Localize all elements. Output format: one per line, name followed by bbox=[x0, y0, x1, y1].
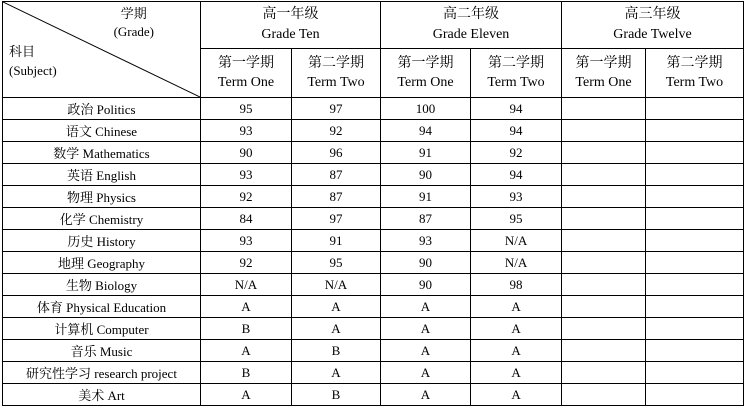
score-cell: A bbox=[201, 296, 292, 318]
subject-cell: 音乐 Music bbox=[3, 340, 201, 362]
score-cell: A bbox=[201, 340, 292, 362]
subject-cell: 化学 Chemistry bbox=[3, 208, 201, 230]
grade-twelve-header bbox=[562, 2, 744, 49]
corner-header-cell bbox=[3, 2, 201, 98]
subject-cell: 体育 Physical Education bbox=[3, 296, 201, 318]
score-cell: 94 bbox=[471, 164, 562, 186]
score-cell bbox=[562, 340, 646, 362]
score-cell: 95 bbox=[292, 252, 381, 274]
score-cell: 93 bbox=[201, 230, 292, 252]
term-label-cn: 学期 bbox=[120, 6, 147, 21]
score-cell: B bbox=[292, 340, 381, 362]
term-label-en: Term One bbox=[217, 75, 275, 90]
subject-label-cn: 科目 bbox=[9, 44, 36, 59]
grade-eleven-header bbox=[381, 2, 562, 49]
score-cell: A bbox=[292, 318, 381, 340]
score-cell: 93 bbox=[381, 230, 471, 252]
subject-label-en: (Subject) bbox=[9, 63, 57, 78]
score-cell bbox=[646, 384, 744, 406]
table-row bbox=[3, 296, 744, 318]
score-cell bbox=[562, 98, 646, 120]
score-cell bbox=[646, 274, 744, 296]
table-row bbox=[3, 98, 744, 120]
score-cell: A bbox=[292, 362, 381, 384]
term-axis-label bbox=[114, 5, 154, 41]
score-cell: 93 bbox=[471, 186, 562, 208]
score-cell bbox=[562, 164, 646, 186]
subject-axis-label bbox=[9, 42, 57, 80]
score-cell bbox=[646, 296, 744, 318]
score-cell: 100 bbox=[381, 98, 471, 120]
score-cell bbox=[646, 208, 744, 230]
score-cell bbox=[562, 296, 646, 318]
score-cell: 92 bbox=[471, 142, 562, 164]
term-header bbox=[646, 49, 744, 98]
score-cell: 91 bbox=[292, 230, 381, 252]
term-label-en: Term Two bbox=[487, 75, 545, 90]
subject-cell: 研究性学习 research project bbox=[3, 362, 201, 384]
grade-label-cn: 高二年级 bbox=[443, 7, 499, 22]
term-header bbox=[201, 49, 292, 98]
table-row bbox=[3, 340, 744, 362]
score-cell: 94 bbox=[471, 120, 562, 142]
subject-cell: 生物 Biology bbox=[3, 274, 201, 296]
table-row bbox=[3, 142, 744, 164]
score-cell bbox=[646, 164, 744, 186]
score-cell bbox=[646, 142, 744, 164]
score-cell: B bbox=[201, 362, 292, 384]
score-cell: A bbox=[471, 318, 562, 340]
score-cell bbox=[646, 98, 744, 120]
score-cell bbox=[646, 362, 744, 384]
score-cell: 84 bbox=[201, 208, 292, 230]
score-cell: A bbox=[471, 384, 562, 406]
score-cell: A bbox=[471, 296, 562, 318]
score-cell bbox=[562, 318, 646, 340]
grade-label-cn: 高一年级 bbox=[262, 7, 319, 22]
table-row bbox=[3, 318, 744, 340]
score-cell: A bbox=[201, 384, 292, 406]
score-cell: 95 bbox=[471, 208, 562, 230]
score-cell: 92 bbox=[292, 120, 381, 142]
grade-label-en: Grade Twelve bbox=[613, 27, 692, 42]
score-cell: A bbox=[381, 296, 471, 318]
score-cell: 90 bbox=[381, 274, 471, 296]
score-cell: 94 bbox=[381, 120, 471, 142]
score-cell: N/A bbox=[201, 274, 292, 296]
score-cell: 91 bbox=[381, 186, 471, 208]
table-row bbox=[3, 362, 744, 384]
term-label-cn: 第一学期 bbox=[575, 56, 632, 71]
grade-label-en: Grade Ten bbox=[261, 27, 320, 42]
subject-cell: 计算机 Computer bbox=[3, 318, 201, 340]
score-cell: 91 bbox=[381, 142, 471, 164]
score-cell: 92 bbox=[201, 252, 292, 274]
subject-cell: 历史 History bbox=[3, 230, 201, 252]
score-cell bbox=[562, 384, 646, 406]
score-cell bbox=[646, 186, 744, 208]
score-cell: A bbox=[381, 318, 471, 340]
score-cell: 96 bbox=[292, 142, 381, 164]
score-cell bbox=[562, 362, 646, 384]
score-cell: 93 bbox=[201, 120, 292, 142]
grade-label-cn: 高三年级 bbox=[624, 7, 681, 22]
score-cell: 90 bbox=[201, 142, 292, 164]
score-cell: 92 bbox=[201, 186, 292, 208]
score-cell: 97 bbox=[292, 98, 381, 120]
score-cell: 87 bbox=[292, 186, 381, 208]
score-cell: 87 bbox=[381, 208, 471, 230]
score-cell: 90 bbox=[381, 164, 471, 186]
score-cell bbox=[646, 252, 744, 274]
score-cell: 90 bbox=[381, 252, 471, 274]
score-cell bbox=[562, 230, 646, 252]
score-cell: B bbox=[292, 384, 381, 406]
score-cell bbox=[646, 230, 744, 252]
score-cell: N/A bbox=[471, 230, 562, 252]
score-cell bbox=[562, 142, 646, 164]
subject-cell: 语文 Chinese bbox=[3, 120, 201, 142]
subject-cell: 数学 Mathematics bbox=[3, 142, 201, 164]
table-row bbox=[3, 252, 744, 274]
term-label-cn: 第一学期 bbox=[218, 56, 274, 71]
term-label-en: Term One bbox=[397, 75, 454, 90]
subject-cell: 物理 Physics bbox=[3, 186, 201, 208]
table-row bbox=[3, 186, 744, 208]
term-label-en: Term Two bbox=[307, 75, 365, 90]
score-table-body bbox=[3, 98, 744, 406]
table-row bbox=[3, 274, 744, 296]
score-cell: 98 bbox=[471, 274, 562, 296]
score-cell bbox=[562, 274, 646, 296]
score-cell bbox=[646, 120, 744, 142]
score-cell: A bbox=[471, 340, 562, 362]
score-cell: 95 bbox=[201, 98, 292, 120]
term-label-cn: 第二学期 bbox=[666, 56, 723, 71]
score-cell: N/A bbox=[292, 274, 381, 296]
subject-cell: 英语 English bbox=[3, 164, 201, 186]
score-cell: A bbox=[471, 362, 562, 384]
term-header bbox=[562, 49, 646, 98]
score-cell: A bbox=[381, 384, 471, 406]
grade-label-en: Grade Eleven bbox=[432, 27, 510, 42]
score-cell: 94 bbox=[471, 98, 562, 120]
table-row bbox=[3, 208, 744, 230]
score-cell bbox=[562, 120, 646, 142]
score-cell: 87 bbox=[292, 164, 381, 186]
score-cell bbox=[646, 318, 744, 340]
term-label-en: (Grade) bbox=[113, 24, 154, 39]
score-cell: A bbox=[292, 296, 381, 318]
table-row bbox=[3, 230, 744, 252]
term-label-cn: 第二学期 bbox=[308, 56, 364, 71]
term-label-en: Term Two bbox=[665, 75, 724, 90]
score-cell: 97 bbox=[292, 208, 381, 230]
score-cell bbox=[562, 208, 646, 230]
score-cell: 93 bbox=[201, 164, 292, 186]
table-row bbox=[3, 120, 744, 142]
subject-cell: 地理 Geography bbox=[3, 252, 201, 274]
term-label-cn: 第二学期 bbox=[488, 56, 544, 71]
score-cell: B bbox=[201, 318, 292, 340]
score-cell: A bbox=[381, 340, 471, 362]
score-cell bbox=[646, 340, 744, 362]
transcript-table bbox=[2, 1, 744, 406]
subject-cell: 政治 Politics bbox=[3, 98, 201, 120]
table-row bbox=[3, 384, 744, 406]
grade-ten-header bbox=[201, 2, 381, 49]
score-cell bbox=[562, 252, 646, 274]
term-header bbox=[381, 49, 471, 98]
table-row bbox=[3, 164, 744, 186]
subject-cell: 美术 Art bbox=[3, 384, 201, 406]
term-label-cn: 第一学期 bbox=[397, 56, 454, 71]
score-cell bbox=[562, 186, 646, 208]
score-cell: A bbox=[381, 362, 471, 384]
term-header bbox=[292, 49, 381, 98]
score-cell: N/A bbox=[471, 252, 562, 274]
term-header bbox=[471, 49, 562, 98]
term-label-en: Term One bbox=[575, 75, 632, 90]
